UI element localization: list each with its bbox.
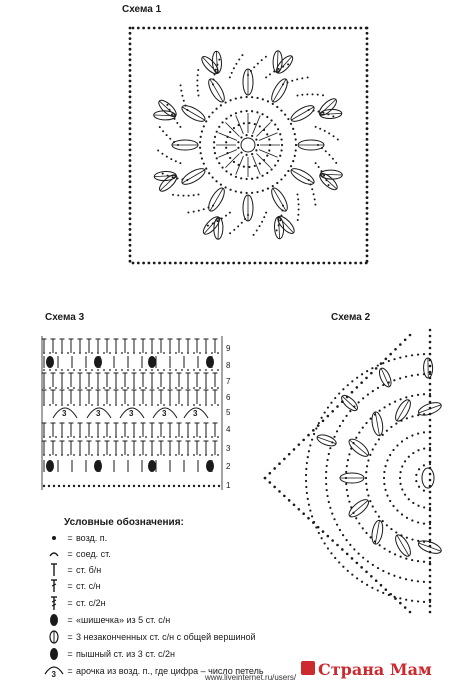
legend-item: = ст. с/2н [44,596,106,610]
row-number: 2 [226,462,231,471]
arch-count: 3 [62,409,67,418]
cluster-icon [44,630,64,644]
row-number: 7 [226,377,231,386]
scheme3-title: Схема 3 [45,312,85,323]
arch-count: 3 [96,409,101,418]
watermark-url: www.liveinternet.ru/users/ [205,673,297,682]
sc-icon [44,563,64,577]
arch-icon [44,664,64,678]
svg-text:3: 3 [51,670,56,679]
legend-item: = «шишечка» из 5 ст. с/н [44,613,170,627]
legend-title: Условные обозначения: [64,517,184,528]
legend-item: = соед. ст. [44,547,111,561]
slip-stitch-icon [44,547,64,561]
legend-item: = 3 незаконченных ст. с/н с общей вершиной [44,630,256,644]
brand-logo-icon [301,661,315,675]
arch-count: 3 [129,409,134,418]
legend-item: = пышный ст. из 3 ст. с/2н [44,647,175,661]
arch-count: 3 [193,409,198,418]
legend-item: = ст. с/н [44,579,101,593]
arch-count: 3 [162,409,167,418]
watermark-brand: Страна Мам [318,660,432,679]
tr-icon [44,596,64,610]
legend-item: = возд. п. [44,531,107,545]
popcorn-icon [44,613,64,627]
scheme2-triangle-motif [264,329,460,614]
row-number: 4 [226,425,231,434]
row-number: 9 [226,344,231,353]
row-number: 3 [226,444,231,453]
chain-stitch-icon [44,531,64,545]
row-number: 5 [226,408,231,417]
row-number: 6 [226,393,231,402]
row-number: 8 [226,361,231,370]
row-number: 1 [226,481,231,490]
legend-item: = арочка из возд. п., где цифра – число петель [44,664,264,678]
dc-icon [44,579,64,593]
scheme2-title: Схема 2 [331,312,371,323]
scheme1-title: Схема 1 [122,4,162,15]
scheme1-square-motif [129,27,369,265]
legend-item: = ст. б/н [44,563,101,577]
puff-icon [44,647,64,661]
